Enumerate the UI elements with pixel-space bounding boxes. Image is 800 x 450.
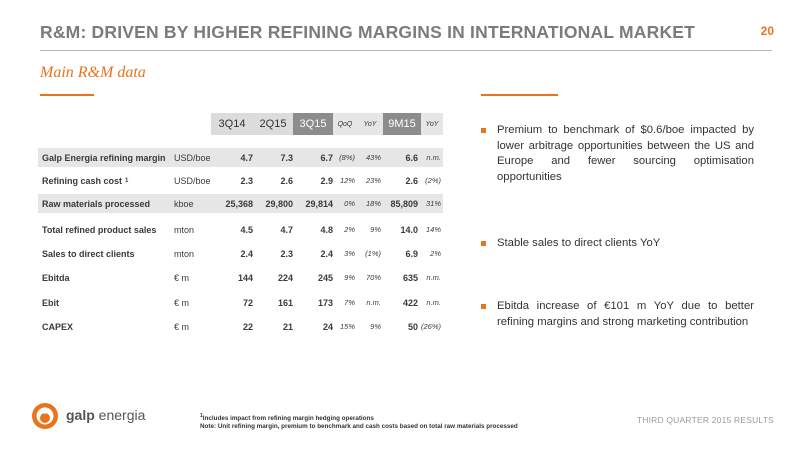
cell-yoy: 23% <box>365 176 381 185</box>
row-label <box>42 244 172 263</box>
cell-q315: 2.4 <box>320 248 333 259</box>
table-row <box>38 194 443 213</box>
cell-yoy9: 2% <box>430 249 441 258</box>
cell-qoq: (8%) <box>339 153 355 162</box>
cell-qoq: 15% <box>339 322 355 331</box>
footnote-sup: 1 <box>200 413 203 419</box>
row-label <box>42 194 172 213</box>
logo-wordmark <box>66 407 145 423</box>
table-row <box>38 171 443 190</box>
logo-brand-bold: galp <box>66 407 95 423</box>
table-row <box>38 293 443 312</box>
row-label <box>42 171 172 190</box>
cell-q215: 7.3 <box>280 152 293 163</box>
section-subtitle: Main R&M data <box>40 64 146 81</box>
table-row <box>38 268 443 287</box>
row-label-text: Total refined product sales <box>42 224 157 235</box>
bullet-item <box>481 123 754 185</box>
table-row <box>38 220 443 239</box>
row-unit: USD/boe <box>174 152 211 163</box>
col-header-qoq: QoQ <box>333 113 357 135</box>
cell-yoy: 70% <box>365 273 381 282</box>
cell-q215: 224 <box>277 272 293 283</box>
cell-yoy: 18% <box>365 199 381 208</box>
cell-q314: 2.3 <box>240 175 253 186</box>
row-label <box>42 148 172 167</box>
cell-q315: 245 <box>317 272 333 283</box>
cell-q314: 4.5 <box>240 224 253 235</box>
cell-yoy: 9% <box>370 322 381 331</box>
cell-m915: 6.6 <box>405 152 418 163</box>
cell-yoy9: (2%) <box>425 176 441 185</box>
row-unit: mton <box>174 224 195 235</box>
cell-q314: 144 <box>237 272 253 283</box>
cell-q315: 24 <box>322 321 333 332</box>
cell-q215: 161 <box>277 297 293 308</box>
cell-q314: 4.7 <box>240 152 253 163</box>
cell-qoq: 12% <box>339 176 355 185</box>
bullet-item <box>481 299 754 330</box>
cell-q315: 29,814 <box>305 198 333 209</box>
cell-qoq: 9% <box>344 273 355 282</box>
bullets-accent-line <box>481 94 558 96</box>
cell-yoy9: n.m. <box>426 298 441 307</box>
col-header-yoy-9m: YoY <box>421 113 443 135</box>
footnote-marker: 1 <box>125 177 129 184</box>
bullet-text: Premium to benchmark of $0.6/boe impacted by lower arbitrage opportunities between the US and Europe and fewer sourcing optimisation opportunities <box>497 124 754 183</box>
table-header-row <box>38 113 443 135</box>
bullet-square-icon <box>481 128 486 133</box>
cell-q314: 72 <box>242 297 253 308</box>
cell-q315: 2.9 <box>320 175 333 186</box>
row-label <box>42 220 172 239</box>
galp-flame-icon <box>30 401 60 431</box>
cell-yoy9: 14% <box>425 225 441 234</box>
row-unit: mton <box>174 248 195 259</box>
footnotes <box>200 412 518 431</box>
page-number: 20 <box>760 24 774 38</box>
bullet-square-icon <box>481 241 486 246</box>
cell-yoy9: 31% <box>425 199 441 208</box>
company-logo <box>30 401 146 431</box>
row-label-text: Sales to direct clients <box>42 248 135 259</box>
cell-q314: 25,368 <box>225 198 253 209</box>
cell-yoy9: (26%) <box>420 322 441 331</box>
cell-q215: 4.7 <box>280 224 293 235</box>
cell-m915: 50 <box>407 321 418 332</box>
table-row <box>38 148 443 167</box>
bullet-square-icon <box>481 304 486 309</box>
row-label-text: Ebitda <box>42 272 70 283</box>
row-label <box>42 317 172 336</box>
col-header-3q14: 3Q14 <box>211 113 253 135</box>
slide-title: R&M: DRIVEN BY HIGHER REFINING MARGINS IN INTERNATIONAL MARKET <box>40 22 696 42</box>
cell-q315: 6.7 <box>320 152 333 163</box>
cell-qoq: 3% <box>344 249 355 258</box>
table-row <box>38 244 443 263</box>
cell-qoq: 2% <box>344 225 355 234</box>
row-label-text: Galp Energia refining margin <box>42 152 166 163</box>
cell-q215: 21 <box>282 321 293 332</box>
row-unit: kboe <box>174 198 194 209</box>
col-header-yoy: YoY <box>357 113 383 135</box>
col-header-3q15: 3Q15 <box>293 113 333 135</box>
cell-q215: 29,800 <box>265 198 293 209</box>
cell-qoq: 0% <box>344 199 355 208</box>
cell-q215: 2.3 <box>280 248 293 259</box>
cell-q315: 4.8 <box>320 224 333 235</box>
cell-yoy: 9% <box>370 225 381 234</box>
cell-yoy: 43% <box>365 153 381 162</box>
table-row <box>38 317 443 336</box>
cell-yoy9: n.m. <box>426 273 441 282</box>
col-header-2q15: 2Q15 <box>253 113 293 135</box>
cell-yoy9: n.m. <box>426 153 441 162</box>
cell-m915: 85,809 <box>390 198 418 209</box>
row-label-text: CAPEX <box>42 321 74 332</box>
cell-m915: 14.0 <box>400 224 418 235</box>
bullet-text: Ebitda increase of €101 m YoY due to better refining margins and strong marketing contribution <box>497 300 754 328</box>
row-unit: € m <box>174 321 190 332</box>
cell-qoq: 7% <box>344 298 355 307</box>
row-unit: USD/boe <box>174 175 211 186</box>
cell-m915: 422 <box>402 297 418 308</box>
row-label-text: Refining cash cost <box>42 175 123 186</box>
cell-q314: 2.4 <box>240 248 253 259</box>
cell-m915: 2.6 <box>405 175 418 186</box>
row-label <box>42 268 172 287</box>
col-header-9m15: 9M15 <box>383 113 421 135</box>
cell-yoy: n.m. <box>366 298 381 307</box>
rm-data-table <box>38 113 443 332</box>
cell-q315: 173 <box>317 297 333 308</box>
cell-q314: 22 <box>242 321 253 332</box>
row-label <box>42 293 172 312</box>
title-divider <box>40 50 772 51</box>
cell-q215: 2.6 <box>280 175 293 186</box>
cell-yoy: (1%) <box>365 249 381 258</box>
row-label-text: Ebit <box>42 297 59 308</box>
bullet-text: Stable sales to direct clients YoY <box>497 237 661 249</box>
footnote-line-1 <box>200 412 518 423</box>
report-footer-label: THIRD QUARTER 2015 RESULTS <box>636 415 774 425</box>
row-unit: € m <box>174 272 190 283</box>
logo-brand-rest: energia <box>98 407 146 423</box>
bullet-item <box>481 236 754 252</box>
cell-m915: 635 <box>402 272 418 283</box>
row-unit: € m <box>174 297 190 308</box>
footnote-line-2: Note: Unit refining margin, premium to benchmark and cash costs based on total raw materials processed <box>200 423 518 431</box>
subtitle-accent-line <box>40 94 94 96</box>
footnote-text-1: Includes impact from refining margin hedging operations <box>202 415 374 423</box>
row-label-text: Raw materials processed <box>42 198 151 209</box>
cell-m915: 6.9 <box>405 248 418 259</box>
